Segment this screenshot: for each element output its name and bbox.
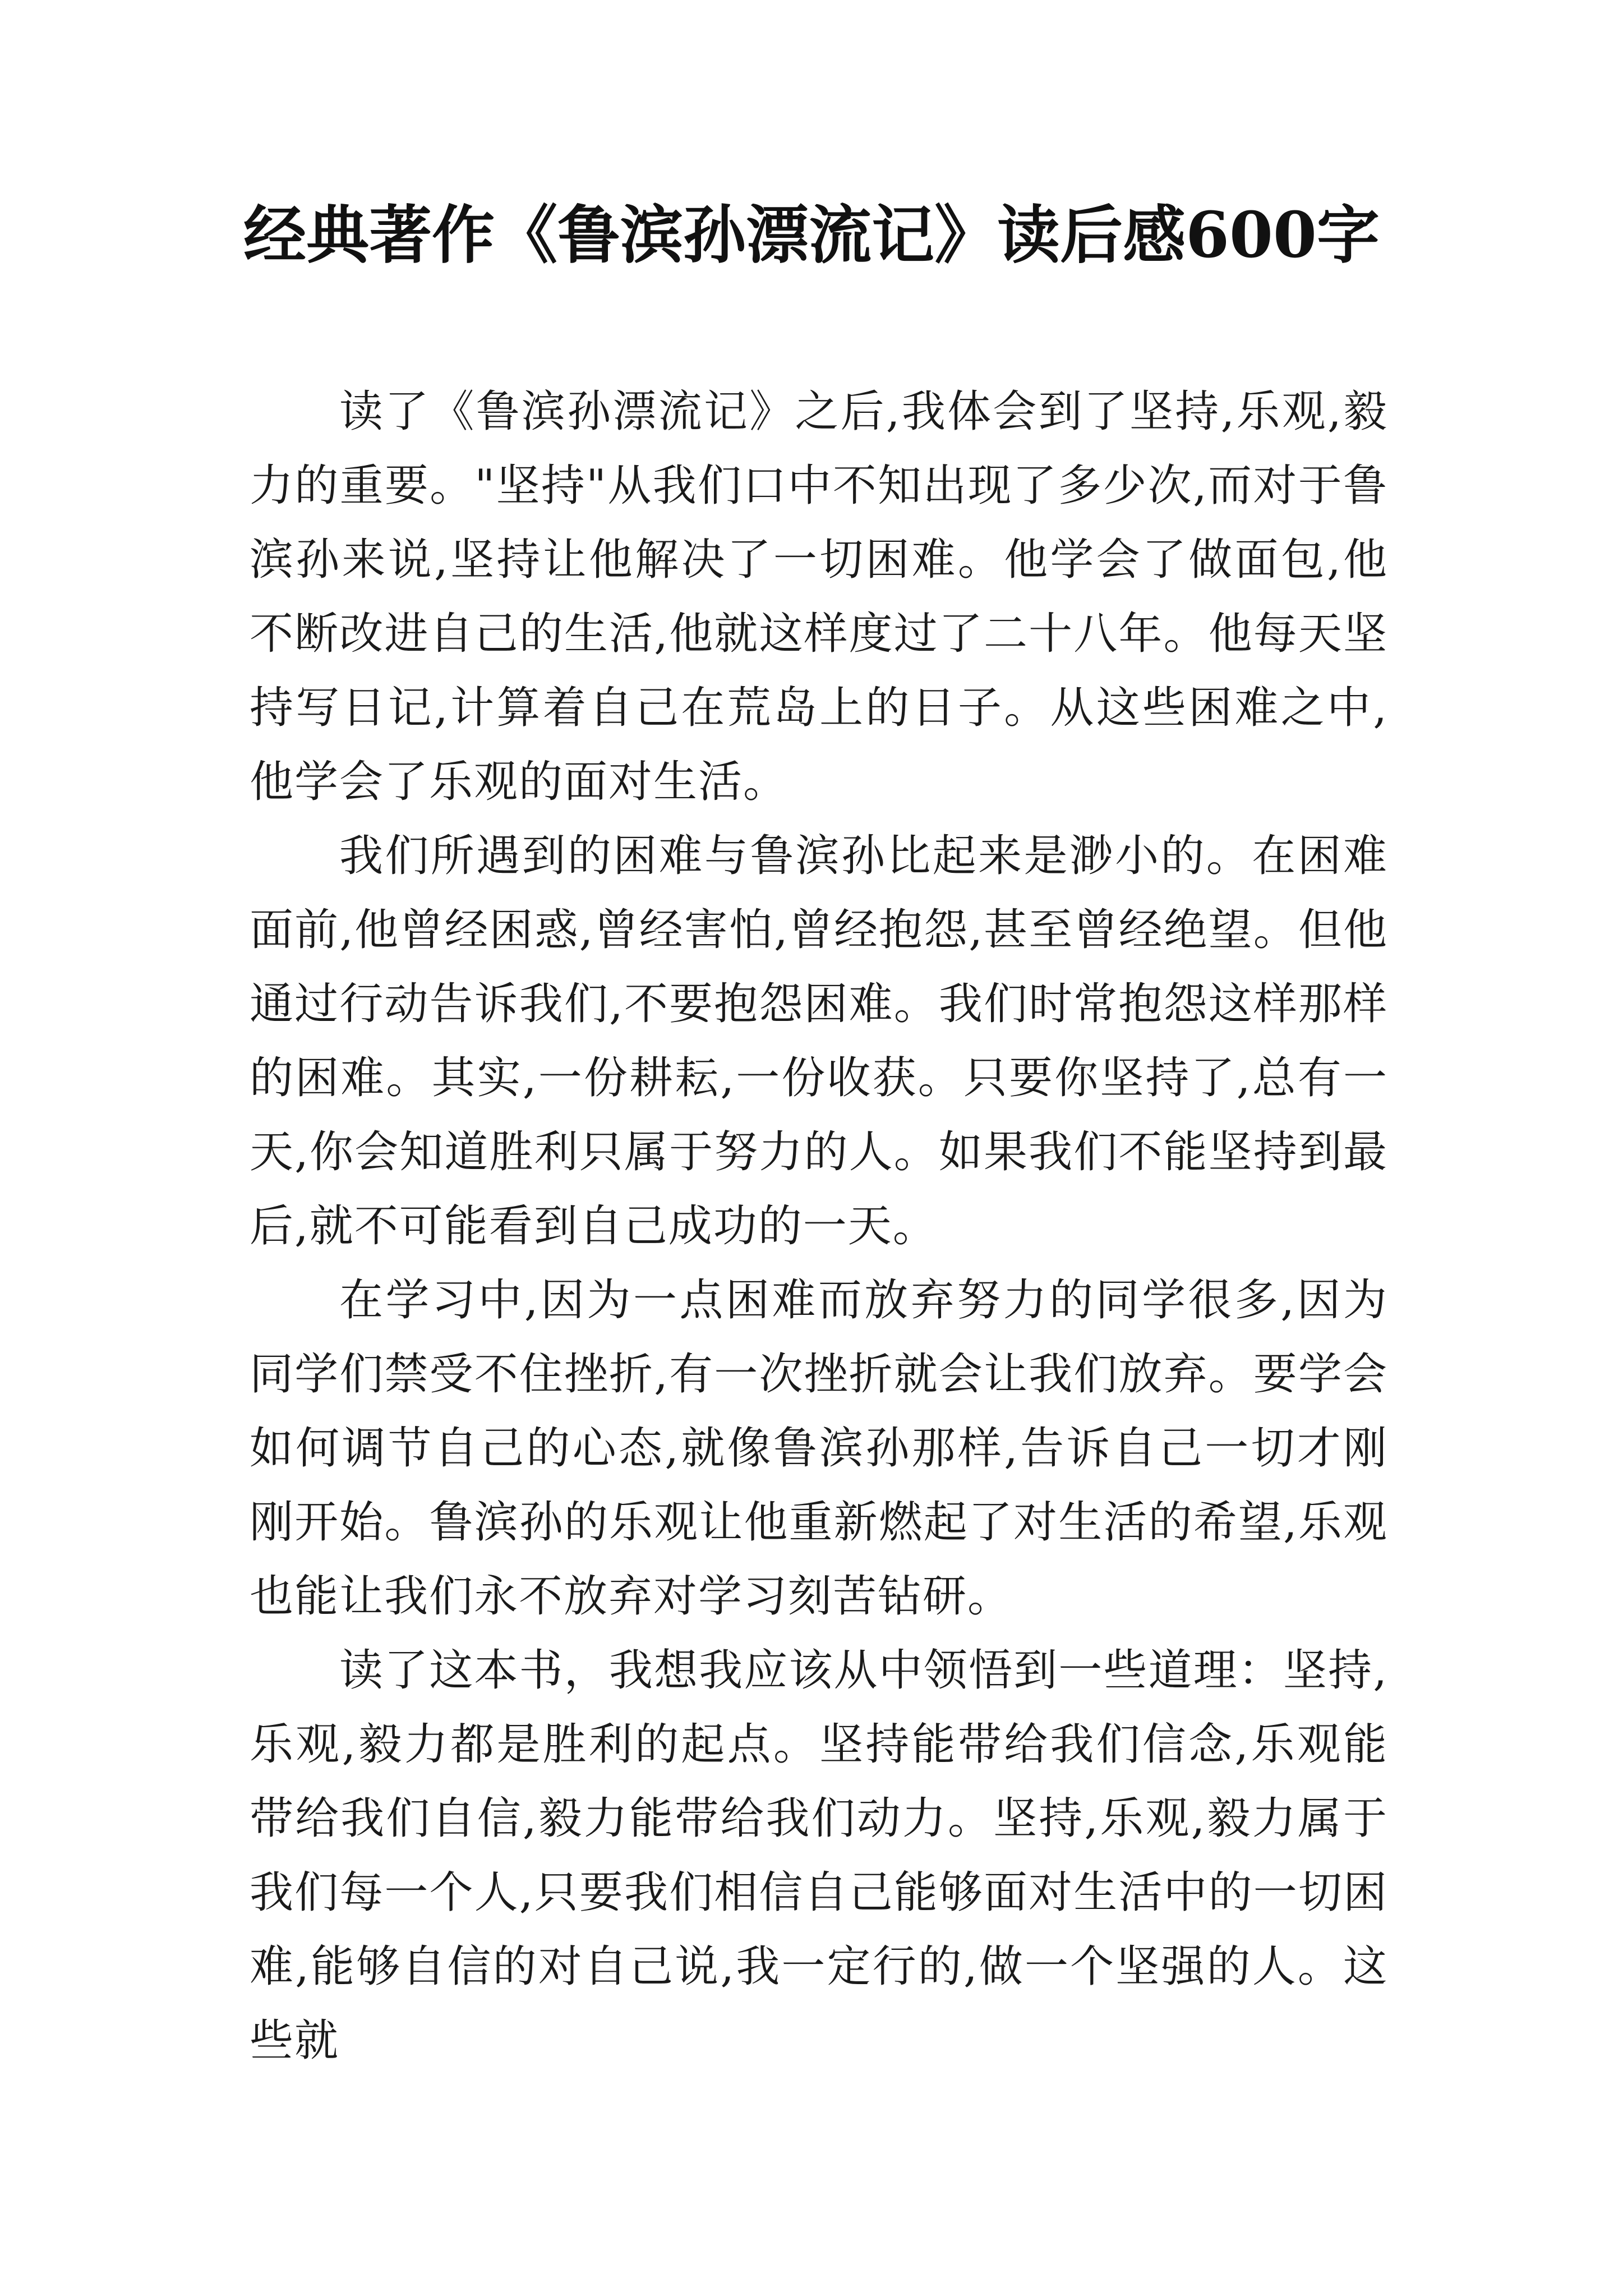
paragraph: 在学习中,因为一点困难而放弃努力的同学很多,因为同学们禁受不住挫折,有一次挫折就会让我们放弃。要学会如何调节自己的心态,就像鲁滨孙那样,告诉自己一切才刚刚开始。鲁滨孙的乐观让他重新燃起了对生活的希望,乐观也能让我们永不放弃对学习刻苦钻研。 [250, 1275, 1388, 1622]
paragraph: 读了这本书，我想我应该从中领悟到一些道理：坚持,乐观,毅力都是胜利的起点。坚持能带给我们信念,乐观能带给我们自信,毅力能带给我们动力。坚持,乐观,毅力属于我们每一个人,只要我们相信自己能够面对生活中的一切困难,能够自信的对自己说,我一定行的,做一个坚强的人。这些就 [250, 1645, 1388, 2066]
paragraph: 我们所遇到的困难与鲁滨孙比起来是渺小的。在困难面前,他曾经困惑,曾经害怕,曾经抱怨,甚至曾经绝望。但他通过行动告诉我们,不要抱怨困难。我们时常抱怨这样那样的困难。其实,一份耕耘,一份收获。只要你坚持了,总有一天,你会知道胜利只属于努力的人。如果我们不能坚持到最后,就不可能看到自己成功的一天。 [250, 831, 1388, 1251]
document-title: 经典著作《鲁滨孙漂流记》读后感600字 [243, 199, 1380, 272]
paragraph: 读了《鲁滨孙漂流记》之后,我体会到了坚持,乐观,毅力的重要。"坚持"从我们口中不知出现了多少次,而对于鲁滨孙来说,坚持让他解决了一切困难。他学会了做面包,他不断改进自己的生活,他就这样度过了二十八年。他每天坚持写日记,计算着自己在荒岛上的日子。从这些困难之中,他学会了乐观的面对生活。 [250, 386, 1388, 807]
document-body [250, 375, 1388, 2078]
